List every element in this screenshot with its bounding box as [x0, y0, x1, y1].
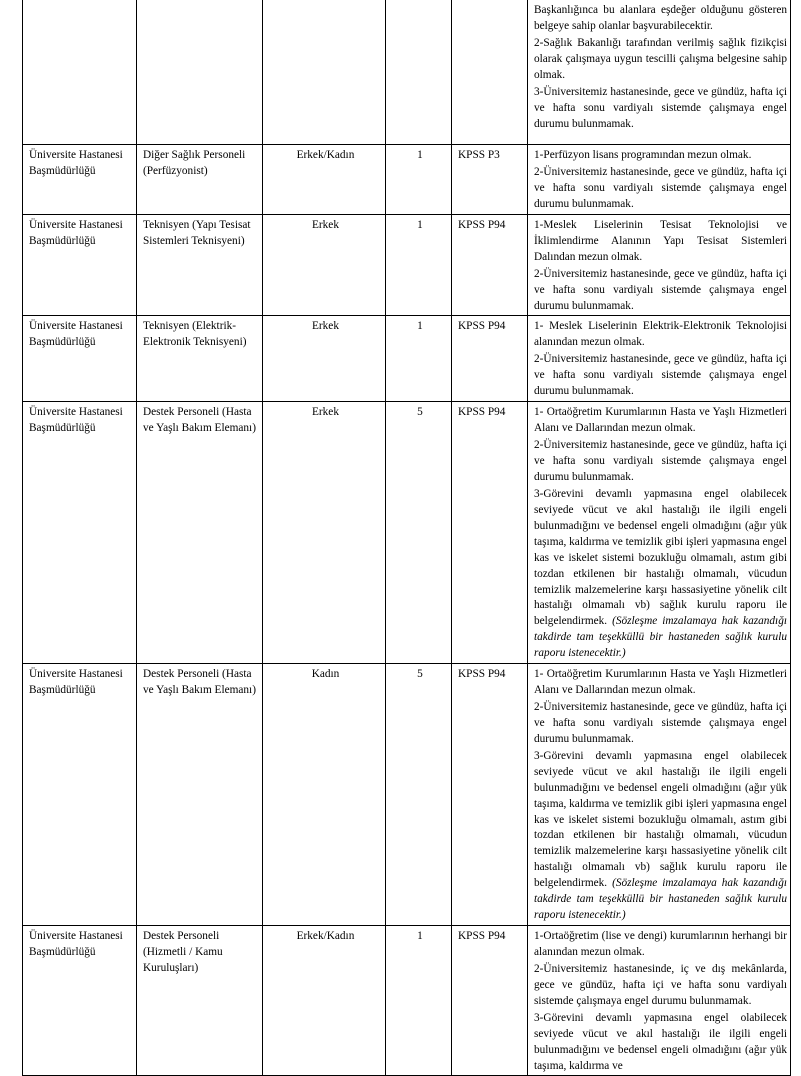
- condition-item: [534, 85, 787, 133]
- conditions-cell: [528, 0, 791, 145]
- score-type-cell: [452, 664, 528, 926]
- unit-cell-text: Üniversite Hastanesi Başmüdürlüğü: [29, 149, 123, 177]
- condition-text: 3-Görevini devamlı yapmasına engel olabilecek seviyede vücut ve akıl hastalığı ile ilgili engeli bulunmadığını ve bedensel engeli olmadığını (ağır yük taşıma, kaldırma ve temizlik gibi işleri yapmasına engel kas ve iskelet sistemi bozukluğu olmamalı, astım gibi tozdan etkilenen bir hastalığı olmamalı, vücudun temizlik malzemelerine karşı hassasiyetine yönelik cilt hastalığı olmamalı vb) sağlık kurulu raporu ile belgelendirmek.: [534, 749, 787, 890]
- position-title-cell-text: Destek Personeli (Hasta ve Yaşlı Bakım Elemanı): [143, 406, 256, 435]
- position-row: [23, 214, 791, 316]
- condition-item: [534, 1011, 787, 1075]
- condition-item: [534, 929, 787, 961]
- count-cell: [386, 316, 452, 402]
- position-row: [23, 0, 791, 145]
- positions-table: [22, 0, 791, 1076]
- count-cell: [386, 402, 452, 664]
- condition-note: (Sözleşme imzalamaya hak kazandığı takdirde tam teşekküllü bir hastaneden sağlık kurulu raporu istenecektir.): [534, 615, 787, 660]
- gender-cell: [263, 402, 386, 664]
- condition-text: 2-Üniversitemiz hastanesinde, gece ve gündüz, hafta içi ve hafta sonu vardiyalı sistemde çalışmaya engel durumu bulunmamak.: [534, 353, 787, 398]
- condition-text: 2-Üniversitemiz hastanesinde, gece ve gündüz, hafta içi ve hafta sonu vardiyalı sistemde çalışmaya engel durumu bulunmamak.: [534, 439, 787, 483]
- count-cell: [386, 214, 452, 316]
- unit-cell: [23, 402, 137, 664]
- count-cell-text: 5: [417, 668, 423, 681]
- position-title-cell: [137, 925, 263, 1076]
- position-title-cell-text: Diğer Sağlık Personeli (Perfüzyonist): [143, 149, 246, 177]
- position-title-cell-text: Teknisyen (Elektrik-Elektronik Teknisyeni): [143, 320, 247, 349]
- score-type-cell-text: KPSS P94: [458, 668, 506, 681]
- conditions-cell: [528, 145, 791, 215]
- condition-text: 2-Üniversitemiz hastanesinde, gece ve gündüz, hafta içi ve hafta sonu vardiyalı sistemde çalışmaya engel durumu bulunmamak.: [534, 166, 787, 210]
- unit-cell: [23, 316, 137, 402]
- unit-cell-text: Üniversite Hastanesi Başmüdürlüğü: [29, 668, 123, 696]
- score-type-cell-text: KPSS P94: [458, 406, 506, 419]
- score-type-cell: [452, 0, 528, 145]
- position-title-cell: [137, 214, 263, 316]
- unit-cell: [23, 925, 137, 1076]
- condition-item: [534, 352, 787, 400]
- position-row: [23, 664, 791, 926]
- condition-item: [534, 962, 787, 1010]
- unit-cell: [23, 664, 137, 926]
- condition-item: [534, 218, 787, 266]
- unit-cell-text: Üniversite Hastanesi Başmüdürlüğü: [29, 320, 123, 349]
- unit-cell: [23, 145, 137, 215]
- position-title-cell-text: Teknisyen (Yapı Tesisat Sistemleri Teknisyeni): [143, 218, 251, 247]
- gender-cell: [263, 925, 386, 1076]
- count-cell-text: 1: [417, 149, 423, 161]
- condition-text: 2-Üniversitemiz hastanesinde, gece ve gündüz, hafta içi ve hafta sonu vardiyalı sistemde çalışmaya engel durumu bulunmamak.: [534, 267, 787, 312]
- score-type-cell: [452, 316, 528, 402]
- condition-item: [534, 36, 787, 84]
- gender-cell: [263, 0, 386, 145]
- conditions-cell: [528, 664, 791, 926]
- score-type-cell-text: KPSS P94: [458, 929, 506, 942]
- gender-cell: [263, 145, 386, 215]
- count-cell-text: 1: [417, 320, 423, 333]
- unit-cell-text: Üniversite Hastanesi Başmüdürlüğü: [29, 218, 123, 247]
- condition-text: 1- Meslek Liselerinin Elektrik-Elektronik Teknolojisi alanından mezun olmak.: [534, 320, 787, 349]
- condition-item: [534, 700, 787, 748]
- condition-note: (Sözleşme imzalamaya hak kazandığı takdirde tam teşekküllü bir hastaneden sağlık kurulu raporu istenecektir.): [534, 877, 787, 921]
- unit-cell-text: Üniversite Hastanesi Başmüdürlüğü: [29, 406, 123, 435]
- condition-text: 2-Üniversitemiz hastanesinde, iç ve dış mekânlarda, gece ve gündüz, hafta içi ve hafta sonu vardiyalı sistemde çalışmaya engel durumu bulunmamak.: [534, 962, 787, 1007]
- gender-cell: [263, 664, 386, 926]
- condition-text: 1- Ortaöğretim Kurumlarının Hasta ve Yaşlı Hizmetleri Alanı ve Dallarından mezun olmak.: [534, 406, 787, 435]
- position-title-cell: [137, 316, 263, 402]
- conditions-cell: [528, 316, 791, 402]
- condition-text: 2-Üniversitemiz hastanesinde, gece ve gündüz, hafta içi ve hafta sonu vardiyalı sistemde çalışmaya engel durumu bulunmamak.: [534, 701, 787, 745]
- condition-item: [534, 319, 787, 351]
- conditions-cell: [528, 402, 791, 664]
- unit-cell: [23, 214, 137, 316]
- count-cell: [386, 145, 452, 215]
- condition-item: [534, 438, 787, 486]
- score-type-cell: [452, 145, 528, 215]
- condition-text: 1-Meslek Liselerinin Tesisat Teknolojisi ve İklimlendirme Alanının Yapı Tesisat Sistemleri Dalından mezun olmak.: [534, 218, 787, 263]
- score-type-cell-text: KPSS P94: [458, 320, 506, 333]
- condition-item: [534, 667, 787, 699]
- gender-cell-text: Erkek: [312, 218, 339, 231]
- condition-item: [534, 165, 787, 213]
- condition-text: 1-Perfüzyon lisans programından mezun olmak.: [534, 149, 752, 161]
- gender-cell-text: Erkek: [312, 320, 339, 333]
- positions-table-body: [23, 0, 791, 1076]
- condition-text: 2-Sağlık Bakanlığı tarafından verilmiş sağlık fizikçisi olarak çalışmaya uygun tescilli çalışma belgesine sahip olmak.: [534, 37, 787, 81]
- score-type-cell-text: KPSS P3: [458, 149, 500, 161]
- unit-cell-text: Üniversite Hastanesi Başmüdürlüğü: [29, 929, 123, 958]
- gender-cell-text: Erkek/Kadın: [296, 929, 355, 942]
- count-cell: [386, 925, 452, 1076]
- condition-text: 3-Görevini devamlı yapmasına engel olabilecek seviyede vücut ve akıl hastalığı ile ilgili engeli bulunmadığını ve bedensel engeli olmadığını (ağır yük taşıma, kaldırma ve: [534, 1011, 787, 1072]
- condition-text: Başkanlığınca bu alanlara eşdeğer olduğunu gösteren belgeye sahip olanlar başvurabilecektir.: [534, 4, 787, 32]
- score-type-cell: [452, 214, 528, 316]
- gender-cell: [263, 214, 386, 316]
- count-cell: [386, 664, 452, 926]
- position-title-cell: [137, 664, 263, 926]
- condition-text: 3-Görevini devamlı yapmasına engel olabilecek seviyede vücut ve akıl hastalığı ile ilgili engeli bulunmadığını ve bedensel engeli olmadığını (ağır yük taşıma, kaldırma ve temizlik gibi işleri yapmasına engel kas ve iskelet sistemi bozukluğu olmamalı, astım gibi tozdan etkilenen bir hastalığı olmamalı, vücudun temizlik malzemelerine karşı hassasiyetine yönelik cilt hastalığı olmamalı vb) sağlık kurulu raporu ile belgelendirmek.: [534, 488, 787, 628]
- conditions-cell: [528, 214, 791, 316]
- gender-cell-text: Erkek: [312, 406, 339, 419]
- count-cell-text: 1: [417, 929, 423, 942]
- position-title-cell: [137, 0, 263, 145]
- score-type-cell: [452, 925, 528, 1076]
- count-cell: [386, 0, 452, 145]
- score-type-cell-text: KPSS P94: [458, 218, 506, 231]
- gender-cell-text: Erkek/Kadın: [296, 149, 355, 161]
- condition-item: [534, 405, 787, 437]
- condition-text: 3-Üniversitemiz hastanesinde, gece ve gündüz, hafta içi ve hafta sonu vardiyalı sistemde çalışmaya engel durumu bulunmamak.: [534, 85, 787, 130]
- position-row: [23, 402, 791, 664]
- position-title-cell-text: Destek Personeli (Hizmetli / Kamu Kuruluşları): [143, 929, 223, 974]
- condition-text: 1- Ortaöğretim Kurumlarının Hasta ve Yaşlı Hizmetleri Alanı ve Dallarından mezun olmak.: [534, 668, 787, 696]
- position-row: [23, 316, 791, 402]
- condition-text: 1-Ortaöğretim (lise ve dengi) kurumlarının herhangi bir alanından mezun olmak.: [534, 929, 787, 958]
- position-row: [23, 925, 791, 1076]
- count-cell-text: 5: [417, 406, 423, 419]
- count-cell-text: 1: [417, 218, 423, 231]
- condition-item: [534, 3, 787, 35]
- position-row: [23, 145, 791, 215]
- conditions-cell: [528, 925, 791, 1076]
- condition-item: [534, 487, 787, 662]
- condition-item: [534, 749, 787, 924]
- condition-item: [534, 267, 787, 315]
- position-title-cell: [137, 145, 263, 215]
- position-title-cell-text: Destek Personeli (Hasta ve Yaşlı Bakım Elemanı): [143, 668, 256, 696]
- gender-cell: [263, 316, 386, 402]
- unit-cell: [23, 0, 137, 145]
- score-type-cell: [452, 402, 528, 664]
- position-title-cell: [137, 402, 263, 664]
- condition-item: [534, 148, 787, 164]
- gender-cell-text: Kadın: [311, 668, 340, 681]
